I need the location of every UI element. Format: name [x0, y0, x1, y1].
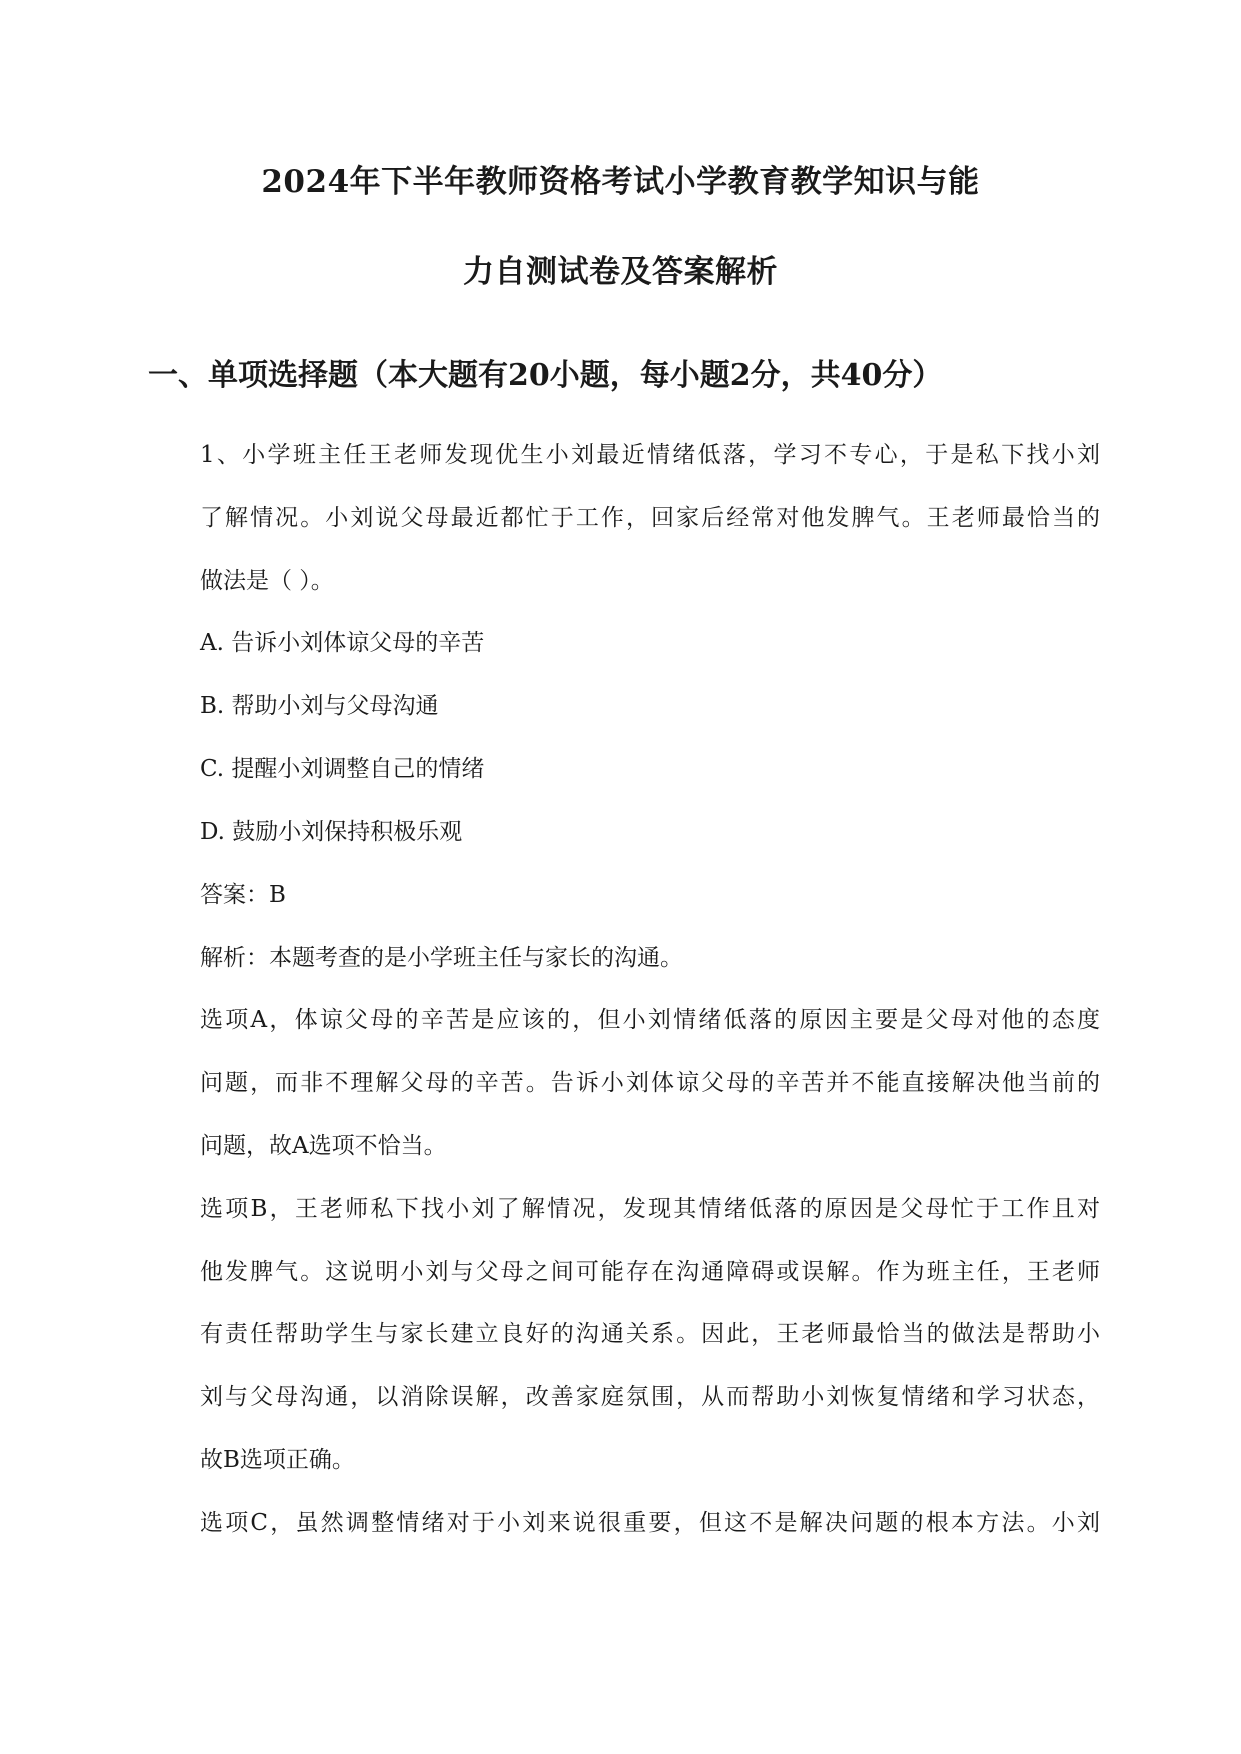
- analysis-intro: 解析：本题考查的是小学班主任与家长的沟通。: [200, 945, 683, 971]
- analysis-c-line: 选项C，虽然调整情绪对于小刘来说很重要，但这不是解决问题的根本方法。小刘: [200, 1510, 1100, 1536]
- question-stem-line: 1、小学班主任王老师发现优生小刘最近情绪低落，学习不专心，于是私下找小刘: [200, 442, 1100, 468]
- document-title-line-2: 力自测试卷及答案解析: [463, 254, 778, 290]
- section-heading: 一、单项选择题（本大题有20小题，每小题2分，共40分）: [148, 358, 943, 393]
- answer-text: 答案：B: [200, 882, 286, 908]
- analysis-b-line: 选项B，王老师私下找小刘了解情况，发现其情绪低落的原因是父母忙于工作且对: [200, 1196, 1100, 1222]
- question-stem-line: 了解情况。小刘说父母最近都忙于工作，回家后经常对他发脾气。王老师最恰当的: [200, 505, 1100, 531]
- option-b: B. 帮助小刘与父母沟通: [200, 693, 439, 719]
- analysis-a-line: 问题，而非不理解父母的辛苦。告诉小刘体谅父母的辛苦并不能直接解决他当前的: [200, 1070, 1100, 1096]
- analysis-b-line: 故B选项正确。: [200, 1447, 355, 1473]
- option-c: C. 提醒小刘调整自己的情绪: [200, 756, 485, 782]
- analysis-a-line: 选项A，体谅父母的辛苦是应该的，但小刘情绪低落的原因主要是父母对他的态度: [200, 1007, 1100, 1033]
- question-stem-line: 做法是（ ）。: [200, 568, 334, 594]
- analysis-b-line: 他发脾气。这说明小刘与父母之间可能存在沟通障碍或误解。作为班主任，王老师: [200, 1259, 1100, 1285]
- option-a: A. 告诉小刘体谅父母的辛苦: [200, 630, 485, 656]
- option-d: D. 鼓励小刘保持积极乐观: [200, 819, 463, 845]
- analysis-a-line: 问题，故A选项不恰当。: [200, 1133, 447, 1159]
- document-title-line-1: 2024年下半年教师资格考试小学教育教学知识与能: [261, 164, 980, 200]
- analysis-b-line: 有责任帮助学生与家长建立良好的沟通关系。因此，王老师最恰当的做法是帮助小: [200, 1321, 1100, 1347]
- analysis-b-line: 刘与父母沟通，以消除误解，改善家庭氛围，从而帮助小刘恢复情绪和学习状态，: [200, 1384, 1100, 1410]
